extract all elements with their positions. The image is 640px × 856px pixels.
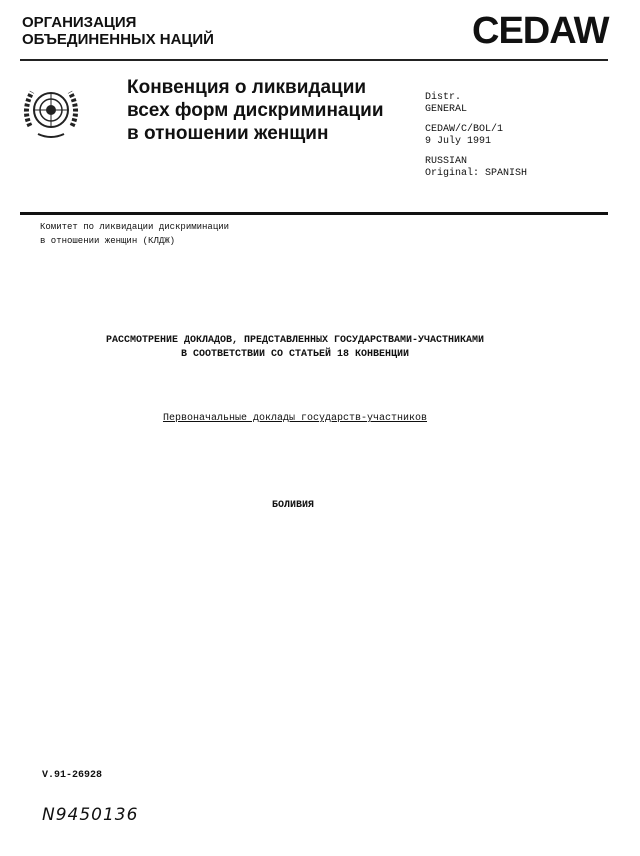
- document-number: V.91-26928: [42, 770, 103, 781]
- handwritten-number: N9450136: [42, 805, 139, 825]
- cedaw-logo: CEDAW: [472, 10, 609, 52]
- top-divider: [20, 59, 608, 61]
- main-heading: [0, 334, 590, 362]
- heading-line-1: РАССМОТРЕНИЕ ДОКЛАДОВ, ПРЕДСТАВЛЕННЫХ ГОСУДАРСТВАМИ-УЧАСТНИКАМИ: [105, 335, 485, 346]
- document-metadata: [425, 92, 527, 180]
- document-language: RUSSIAN: [425, 156, 468, 167]
- document-symbol: CEDAW/C/BOL/1: [425, 124, 504, 135]
- convention-title: [127, 76, 384, 145]
- original-language: Original: SPANISH: [425, 168, 528, 179]
- country-name: БОЛИВИЯ: [272, 500, 315, 511]
- document-date: 9 July 1991: [425, 136, 492, 147]
- subheading: Первоначальные доклады государств-участников: [162, 413, 428, 424]
- committee-line-1: Комитет по ликвидации дискриминации: [40, 222, 230, 232]
- title-line-1: Конвенция о ликвидации: [127, 77, 367, 98]
- heading-line-2: В СООТВЕТСТВИИ СО СТАТЬЕЙ 18 КОНВЕНЦИИ: [180, 349, 410, 360]
- title-line-3: в отношении женщин: [127, 123, 329, 144]
- distr-type: GENERAL: [425, 104, 468, 115]
- organization-name: [22, 14, 214, 48]
- org-line-2: ОБЪЕДИНЕННЫХ НАЦИЙ: [22, 31, 214, 48]
- committee-line-2: в отношении женщин (КЛДЖ): [40, 236, 176, 246]
- un-emblem-icon: [20, 82, 82, 140]
- committee-name: [40, 220, 229, 248]
- title-line-2: всех форм дискриминации: [127, 100, 384, 121]
- org-line-1: ОРГАНИЗАЦИЯ: [22, 14, 137, 31]
- header-divider: [20, 212, 608, 215]
- distr-label: Distr.: [425, 92, 462, 103]
